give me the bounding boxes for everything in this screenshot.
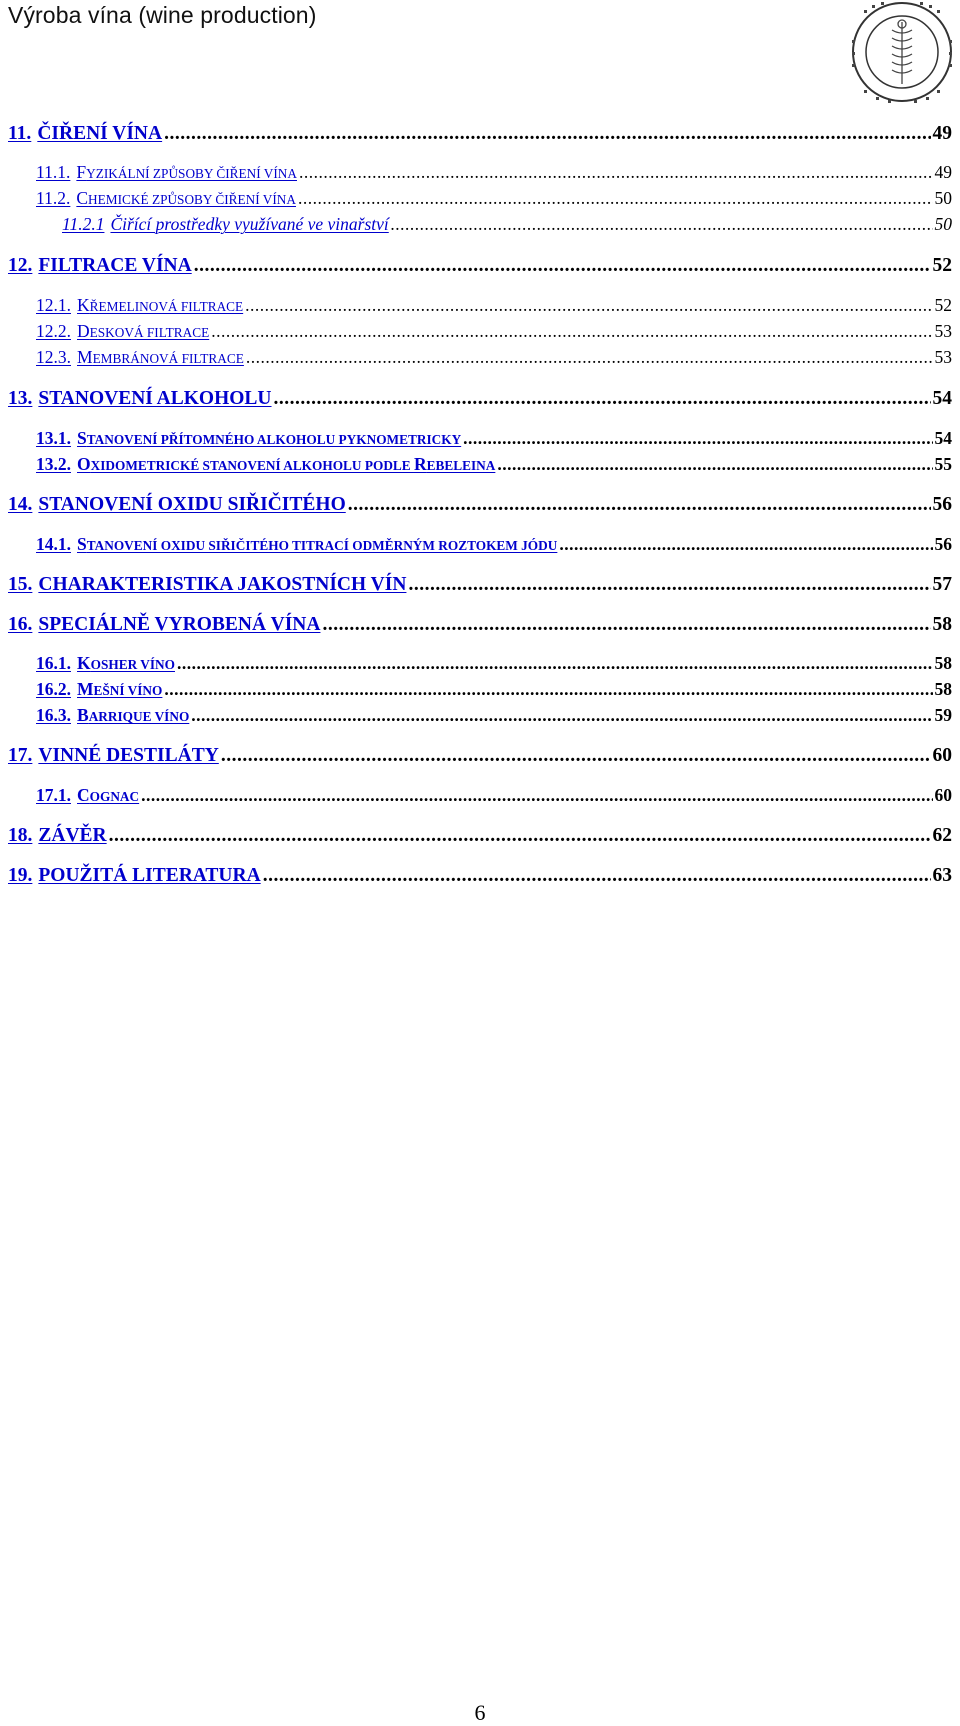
toc-title: FILTRACE VÍNA bbox=[38, 255, 192, 276]
toc-title-rest: EŠNÍ VÍNO bbox=[93, 683, 163, 698]
toc-title-rest: ARRIQUE VÍNO bbox=[88, 709, 190, 724]
toc-entry[interactable] bbox=[8, 825, 952, 847]
toc-title-rest: TANOVENÍ OXIDU SIŘIČITÉHO TITRACÍ ODMĚRNÝM ROZTOKEM JÓDU bbox=[86, 538, 558, 553]
toc-number: 15. bbox=[8, 574, 33, 595]
toc-link[interactable] bbox=[8, 123, 162, 145]
toc-leader-dots bbox=[164, 679, 932, 700]
toc-leader-dots bbox=[194, 255, 931, 277]
toc-page-number: 52 bbox=[934, 295, 952, 315]
toc-title: C bbox=[77, 785, 90, 805]
toc-title: O bbox=[77, 454, 91, 474]
toc-entry[interactable] bbox=[8, 388, 952, 410]
toc-number: 11.2. bbox=[36, 188, 71, 208]
toc-title-rest: OSHER VÍNO bbox=[90, 657, 175, 672]
toc-number: 14.1. bbox=[36, 534, 71, 554]
toc-title: M bbox=[77, 679, 94, 699]
toc-title: STANOVENÍ OXIDU SIŘIČITÉHO bbox=[38, 494, 346, 515]
toc-page-number: 56 bbox=[932, 494, 952, 515]
toc-leader-dots bbox=[245, 295, 932, 316]
toc-link[interactable] bbox=[8, 745, 219, 767]
toc-link[interactable] bbox=[62, 214, 389, 235]
toc-title: POUŽITÁ LITERATURA bbox=[38, 865, 261, 886]
toc-link[interactable] bbox=[36, 321, 209, 342]
toc-link[interactable] bbox=[36, 705, 189, 726]
toc-leader-dots bbox=[391, 214, 933, 235]
toc-page-number: 55 bbox=[934, 454, 952, 474]
toc-title: S bbox=[77, 534, 87, 554]
toc-page-number: 58 bbox=[932, 614, 952, 635]
toc-number: 13. bbox=[8, 388, 33, 409]
toc-link[interactable] bbox=[8, 494, 346, 516]
toc-page-number: 52 bbox=[932, 255, 952, 276]
toc-leader-dots bbox=[274, 388, 931, 410]
toc-leader-dots bbox=[191, 705, 932, 726]
toc-title-rest: ESKOVÁ FILTRACE bbox=[89, 325, 210, 340]
toc-page-number: 54 bbox=[934, 428, 952, 448]
toc-number: 16. bbox=[8, 614, 33, 635]
toc-leader-dots bbox=[348, 494, 931, 516]
toc-page-number: 49 bbox=[934, 162, 952, 182]
toc-page-number: 60 bbox=[934, 785, 952, 805]
toc-leader-dots bbox=[497, 454, 932, 475]
toc-page-number: 63 bbox=[932, 865, 952, 886]
toc-title: STANOVENÍ ALKOHOLU bbox=[38, 388, 272, 409]
toc-leader-dots bbox=[408, 574, 930, 596]
toc-page-number: 50 bbox=[934, 188, 952, 208]
toc-number: 13.2. bbox=[36, 454, 71, 474]
toc-leader-dots bbox=[298, 188, 933, 209]
toc-title-rest: EMBRÁNOVÁ FILTRACE bbox=[92, 351, 244, 366]
toc-number: 12.2. bbox=[36, 321, 71, 341]
toc-entry[interactable] bbox=[36, 679, 952, 700]
toc-leader-dots bbox=[559, 534, 932, 555]
toc-link[interactable] bbox=[8, 255, 192, 277]
page-number: 6 bbox=[474, 1700, 486, 1725]
toc-title: CHARAKTERISTIKA JAKOSTNÍCH VÍN bbox=[38, 574, 407, 595]
toc-number: 11. bbox=[8, 123, 32, 144]
toc-title-rest: HEMICKÉ ZPŮSOBY ČIŘENÍ VÍNA bbox=[88, 192, 296, 207]
toc-page-number: 50 bbox=[934, 214, 952, 234]
toc-number: 17.1. bbox=[36, 785, 71, 805]
toc-title: B bbox=[77, 705, 89, 725]
toc-entry[interactable] bbox=[36, 785, 952, 806]
toc-entry[interactable] bbox=[36, 295, 952, 316]
toc-page-number: 57 bbox=[932, 574, 952, 595]
toc-entry[interactable] bbox=[8, 614, 952, 636]
toc-entry[interactable] bbox=[8, 123, 952, 145]
toc-title: F bbox=[76, 162, 87, 182]
toc-number: 16.1. bbox=[36, 653, 71, 673]
toc-title: C bbox=[76, 188, 89, 208]
toc-link[interactable] bbox=[36, 188, 296, 209]
toc-link[interactable] bbox=[36, 454, 495, 475]
toc-entry[interactable] bbox=[36, 428, 952, 449]
toc-link[interactable] bbox=[8, 388, 272, 410]
toc-title: K bbox=[77, 295, 90, 315]
toc-leader-dots bbox=[246, 347, 933, 368]
toc-link[interactable] bbox=[8, 614, 320, 636]
toc-entry[interactable] bbox=[36, 162, 952, 183]
header-title: Výroba vína (wine production) bbox=[8, 2, 317, 28]
toc-link[interactable] bbox=[36, 347, 244, 368]
toc-title-rest: EBELEINA bbox=[426, 458, 496, 473]
toc-link[interactable] bbox=[36, 428, 461, 449]
toc-number: 14. bbox=[8, 494, 33, 515]
toc-title: M bbox=[77, 347, 93, 367]
toc-page-number: 49 bbox=[932, 123, 952, 144]
toc-title: Čiřící prostředky využívané ve vinařství bbox=[110, 214, 389, 234]
toc-entry[interactable] bbox=[36, 454, 952, 475]
toc-entry[interactable] bbox=[36, 653, 952, 674]
toc-page-number: 62 bbox=[932, 825, 952, 846]
toc-title-rest: TANOVENÍ PŘÍTOMNÉHO ALKOHOLU PYKNOMETRICKY bbox=[86, 432, 462, 447]
toc-title-rest: OGNAC bbox=[89, 789, 140, 804]
toc-leader-dots bbox=[322, 614, 930, 636]
toc-leader-dots bbox=[109, 825, 931, 847]
toc-number: 11.1. bbox=[36, 162, 71, 182]
toc-number: 16.3. bbox=[36, 705, 71, 725]
toc-page-number: 60 bbox=[932, 745, 952, 766]
toc-entry[interactable] bbox=[62, 214, 952, 235]
toc-leader-dots bbox=[463, 428, 932, 449]
toc-number: 12. bbox=[8, 255, 33, 276]
toc-page-number: 54 bbox=[932, 388, 952, 409]
toc-entry[interactable] bbox=[36, 321, 952, 342]
toc-leader-dots bbox=[164, 123, 930, 145]
toc-number: 18. bbox=[8, 825, 33, 846]
toc-title-rest: XIDOMETRICKÉ STANOVENÍ ALKOHOLU PODLE bbox=[90, 458, 414, 473]
toc-title-rest: ŘEMELINOVÁ FILTRACE bbox=[89, 299, 244, 314]
toc-leader-dots bbox=[221, 745, 931, 767]
toc-page-number: 59 bbox=[934, 705, 952, 725]
toc-entry[interactable] bbox=[8, 745, 952, 767]
toc-link[interactable] bbox=[8, 574, 406, 596]
toc-title: D bbox=[77, 321, 90, 341]
toc-leader-dots bbox=[263, 865, 931, 887]
toc-number: 11.2.1 bbox=[62, 214, 105, 234]
toc-page-number: 53 bbox=[934, 321, 952, 341]
toc-number: 16.2. bbox=[36, 679, 71, 699]
toc-link[interactable] bbox=[36, 653, 175, 674]
toc-link[interactable] bbox=[36, 295, 243, 316]
toc-entry[interactable] bbox=[8, 865, 952, 887]
toc-number: 12.3. bbox=[36, 347, 71, 367]
toc-page-number: 58 bbox=[934, 653, 952, 673]
toc-entry[interactable] bbox=[8, 494, 952, 516]
toc-entry[interactable] bbox=[8, 574, 952, 596]
toc-link[interactable] bbox=[36, 679, 162, 700]
toc-title: VINNÉ DESTILÁTY bbox=[38, 745, 219, 766]
toc-leader-dots bbox=[299, 162, 933, 183]
toc-number: 19. bbox=[8, 865, 33, 886]
toc-link[interactable] bbox=[36, 785, 139, 806]
toc-number: 13.1. bbox=[36, 428, 71, 448]
toc-title: S bbox=[77, 428, 87, 448]
toc-link[interactable] bbox=[36, 534, 557, 555]
toc-title-rest: YZIKÁLNÍ ZPŮSOBY ČIŘENÍ VÍNA bbox=[86, 166, 297, 181]
toc-entry[interactable] bbox=[36, 347, 952, 368]
toc-entry[interactable] bbox=[36, 705, 952, 726]
toc-entry[interactable] bbox=[36, 534, 952, 555]
toc-link[interactable] bbox=[8, 825, 107, 847]
toc-page-number: 58 bbox=[934, 679, 952, 699]
toc-title: ČIŘENÍ VÍNA bbox=[37, 123, 163, 144]
toc-entry[interactable] bbox=[36, 188, 952, 209]
toc-leader-dots bbox=[211, 321, 932, 342]
toc-link[interactable] bbox=[36, 162, 297, 183]
toc-entry[interactable] bbox=[8, 255, 952, 277]
toc-number: 17. bbox=[8, 745, 33, 766]
toc-page-number: 53 bbox=[934, 347, 952, 367]
toc-leader-dots bbox=[177, 653, 933, 674]
toc-number: 12.1. bbox=[36, 295, 71, 315]
toc-leader-dots bbox=[141, 785, 932, 806]
toc-title: K bbox=[77, 653, 91, 673]
toc-link[interactable] bbox=[8, 865, 261, 887]
toc-page-number: 56 bbox=[934, 534, 952, 554]
toc-title: ZÁVĚR bbox=[38, 825, 107, 846]
toc-title: SPECIÁLNĚ VYROBENÁ VÍNA bbox=[38, 614, 321, 635]
toc-title-cap: R bbox=[413, 454, 427, 474]
